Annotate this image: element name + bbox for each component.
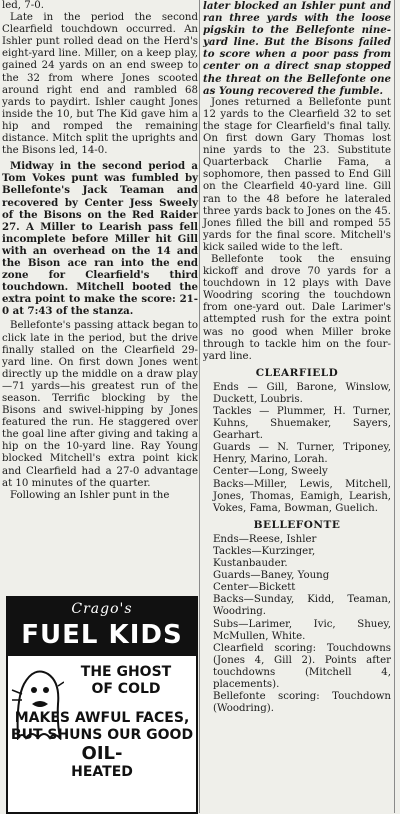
scoring-line: Clearfield scoring: Touchdowns (Jones 4, Gill 2). Points after touchdowns (Mitchell 4, placements). bbox=[213, 642, 391, 690]
lineup-line: Subs—Larimer, Ivic, Shuey, McMullen, White. bbox=[213, 618, 391, 642]
ad-headline: FUEL KIDS bbox=[21, 620, 183, 650]
ad-copy-lower bbox=[10, 710, 194, 781]
lineup-line: Ends—Reese, Ishler bbox=[213, 533, 317, 545]
paragraph-bold-italic: later blocked an Ishler punt and ran three yards with the loose pigskin to the Bellefonte nine-yard line. But the Bisons failed to score when a poor pass from center on a direct snap stopped the threat on the Bellefonte one as Young recovered the fumble. bbox=[203, 0, 391, 97]
lineup-line: Center—Long, Sweely bbox=[213, 466, 328, 478]
ad-line: OF COLD bbox=[91, 681, 161, 697]
ad-copy bbox=[56, 664, 196, 698]
ad-brand: Crago's bbox=[71, 601, 133, 617]
lineup-line: Ends — Gill, Barone, Winslow, Duckett, Loubris. bbox=[213, 381, 391, 405]
fuel-advertisement bbox=[6, 596, 198, 814]
bellefonte-lineup-title: BELLEFONTE bbox=[253, 518, 341, 531]
lineup-line: Backs—Miller, Lewis, Mitchell, Jones, Thomas, Eamigh, Learish, Vokes, Fama, Bowman, Guelich. bbox=[213, 478, 391, 514]
lineup-line: Center—Bickett bbox=[213, 582, 296, 594]
paragraph: Late in the period the second Clearfield touchdown occurred. An Ishler punt rolled dead on the Herd's eight-yard line. Miller, on a keep play, gained 24 yards on an end sweep to the 32 from where Jones scooted around right end and rambled 68 yards to paydirt. Ishler caught Jones inside the 10, but The Kid gave him a hip and romped the remaining distance. Mitch split the uprights and the Bisons led, 14-0. bbox=[2, 12, 198, 157]
paragraph: Following an Ishler punt in the bbox=[10, 489, 170, 501]
lineup-line: Tackles—Kurzinger, Kustanbauder. bbox=[213, 545, 316, 570]
ad-line: BUT SHUNS OUR GOOD bbox=[10, 727, 194, 743]
right-column bbox=[203, 0, 391, 715]
lineup-line: Guards — N. Turner, Triponey, Henry, Marino, Lorah. bbox=[213, 442, 391, 466]
scoring-line: Bellefonte scoring: Touchdown (Woodring). bbox=[213, 691, 391, 715]
ad-line: OIL- bbox=[81, 743, 123, 764]
paragraph: Bellefonte took the ensuing kickoff and drove 70 yards for a touchdown in 12 plays with Dave Woodring scoring the touchdown from one-yard out. Dale Larimer's attempted rush for the extra point was no good when Miller broke through to tackle him on the four-yard line. bbox=[203, 253, 391, 362]
bellefonte-lineup bbox=[203, 534, 391, 715]
adjacent-column-divider bbox=[394, 0, 395, 813]
paragraph: led, 7-0. bbox=[2, 0, 44, 11]
ad-banner bbox=[8, 598, 196, 656]
ad-line: THE GHOST bbox=[80, 664, 172, 680]
paragraph: Jones returned a Bellefonte punt 12 yards to the Clearfield 32 to set the stage for Clearfield's final tally. On first down Gary Thomas lost nine yards to the 23. Substitute Quarterback Charlie Fama, a sophomore, then passed to End Gill on the Clearfield 40-yard line. Gill ran to the 48 before he lateraled three yards back to Jones on the 45. Jones filled the bill and romped 55 yards for the final score. Mitchell's kick sailed wide to the left. bbox=[203, 96, 391, 253]
ad-line: HEATED bbox=[71, 764, 133, 780]
ad-line: MAKES AWFUL FACES, bbox=[14, 710, 190, 726]
clearfield-lineup bbox=[203, 382, 391, 515]
lineup-line: Tackles — Plummer, H. Turner, Kuhns, Shuemaker, Sayers, Gearhart. bbox=[213, 406, 391, 442]
paragraph: Bellefonte's passing attack began to click late in the period, but the drive finally stalled on the Clearfield 29-yard line. On first down Jones went directly up the middle on a draw play—71 yards—his greatest run of the season. Terrific blocking by the Bisons and swivel-hipping by Jones featured the run. He staggered over the goal line after giving and taking a hip on the 10-yard line. Ray Young blocked Mitchell's extra point kick and Clearfield had a 27-0 advantage at 10 minutes of the quarter. bbox=[2, 320, 198, 489]
lineup-line: Backs—Sunday, Kidd, Teaman, Woodring. bbox=[213, 594, 391, 618]
paragraph-bold: Midway in the second period a Tom Vokes punt was fumbled by Bellefonte's Jack Teaman and recovered by Center Jess Sweely of the Bisons on the Red Raider 27. A Miller to Learish pass fell incomplete before Miller hit Gill with an overhead on the 14 and the Bison ace ran into the end zone for Clearfield's third touchdown. Mitchell booted the extra point to make the score: 21-0 at 7:43 of the stanza. bbox=[2, 160, 198, 318]
clearfield-lineup-title: CLEARFIELD bbox=[255, 366, 339, 379]
lineup-line: Guards—Baney, Young bbox=[213, 570, 330, 582]
column-divider bbox=[199, 0, 200, 813]
left-column bbox=[2, 0, 198, 502]
